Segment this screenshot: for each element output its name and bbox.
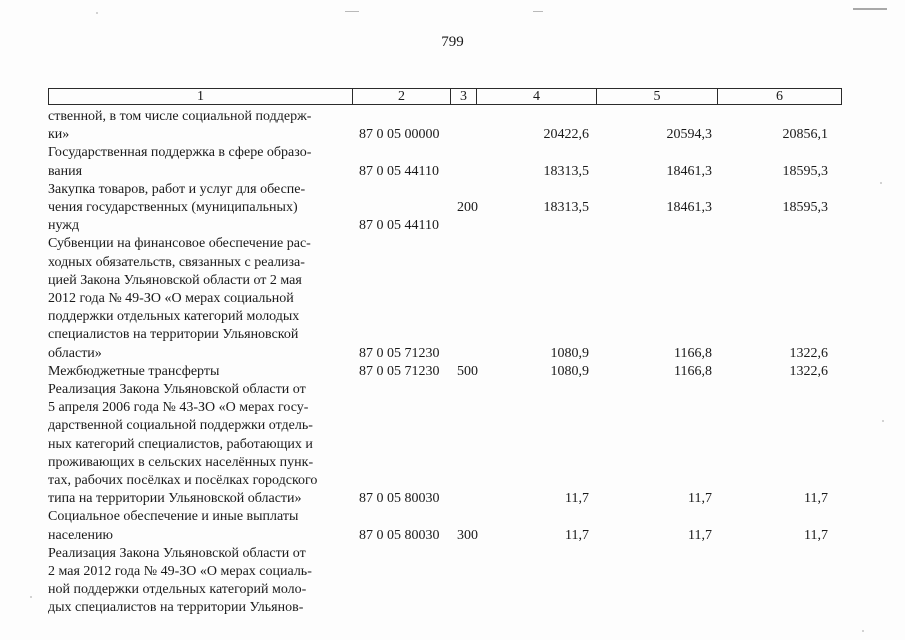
- amount-col5: 11,7: [688, 491, 712, 507]
- target-code: 87 0 05 00000: [359, 127, 440, 143]
- row-description: Реализация Закона Ульяновской области от 5 апреля 2006 года № 43-ЗО «О мерах госу- дарственной социальной поддержки отдель- ных категорий специалистов, работающих и проживающих в сельских населённых пунк- тах, рабочих посёлках и посёлках городского типа на территории Ульяновской области»: [48, 382, 318, 507]
- amount-col6: 1322,6: [789, 363, 828, 379]
- page-number: 799: [441, 34, 464, 50]
- amount-col6: 18595,3: [782, 163, 828, 179]
- column-header: 1: [49, 89, 353, 105]
- row-description: Реализация Закона Ульяновской области от 2 мая 2012 года № 49-ЗО «О мерах социаль- ной поддержки отдельных категорий моло- дых специалистов на территории Ульянов-: [48, 545, 312, 616]
- target-code: 87 0 05 80030: [359, 527, 440, 543]
- table-row: [48, 508, 848, 544]
- table-row: [48, 108, 848, 144]
- table-row: [48, 545, 848, 618]
- table-row: [48, 235, 848, 362]
- expense-type: 500: [457, 363, 478, 379]
- target-code: 87 0 05 71230: [359, 363, 440, 379]
- column-header: 2: [353, 89, 451, 105]
- amount-col4: 18313,5: [543, 163, 589, 179]
- column-header: 6: [718, 89, 842, 105]
- scan-dot: [30, 596, 32, 598]
- row-description: Социальное обеспечение и иные выплаты населению: [48, 509, 299, 543]
- column-header: 3: [451, 89, 477, 105]
- row-description: ственной, в том числе социальной поддерж- ки»: [48, 109, 312, 143]
- amount-col5: 1166,8: [674, 345, 712, 361]
- amount-col5: 1166,8: [674, 363, 712, 379]
- amount-col4: 20422,6: [543, 127, 589, 143]
- target-code: 87 0 05 71230: [359, 345, 440, 361]
- column-header-row: [49, 89, 842, 105]
- target-code: 87 0 05 44110: [359, 163, 439, 179]
- scan-dot: [880, 182, 882, 184]
- amount-col6: 11,7: [804, 491, 828, 507]
- expense-type: 200: [457, 200, 478, 216]
- target-code: 87 0 05 44110: [359, 218, 439, 234]
- amount-col5: 18461,3: [666, 163, 712, 179]
- amount-col6: 20856,1: [782, 127, 828, 143]
- amount-col5: 20594,3: [666, 127, 712, 143]
- column-header: 5: [597, 89, 718, 105]
- amount-col4: 11,7: [565, 491, 589, 507]
- expense-type: 300: [457, 527, 478, 543]
- scan-mark: [533, 11, 543, 12]
- amount-col5: 18461,3: [666, 200, 712, 216]
- row-description: Государственная поддержка в сфере образо- вания: [48, 145, 312, 179]
- row-description: Субвенции на финансовое обеспечение рас- ходных обязательств, связанных с реализа- цией Закона Ульяновской области от 2 мая 2012 года № 49-ЗО «О мерах социальной поддержки отдельных категорий молодых специалистов на территории Ульяновской области»: [48, 236, 311, 361]
- amount-col4: 1080,9: [550, 363, 589, 379]
- amount-col5: 11,7: [688, 527, 712, 543]
- column-header-table: [48, 88, 842, 105]
- scan-dot: [862, 630, 864, 632]
- table-body: [48, 108, 848, 618]
- amount-col6: 11,7: [804, 527, 828, 543]
- table-row: [48, 363, 848, 381]
- table-row: [48, 144, 848, 180]
- scan-dot: [96, 12, 98, 14]
- amount-col4: 18313,5: [543, 200, 589, 216]
- table-row: [48, 181, 848, 236]
- scan-dot: [882, 420, 884, 422]
- row-description: Закупка товаров, работ и услуг для обеспе- чения государственных (муниципальных) нужд: [48, 181, 306, 234]
- amount-col6: 18595,3: [782, 200, 828, 216]
- row-description: Межбюджетные трансферты: [48, 363, 220, 379]
- amount-col6: 1322,6: [789, 345, 828, 361]
- scan-mark: [853, 8, 887, 10]
- column-header: 4: [477, 89, 597, 105]
- amount-col4: 11,7: [565, 527, 589, 543]
- amount-col4: 1080,9: [550, 345, 589, 361]
- target-code: 87 0 05 80030: [359, 491, 440, 507]
- scan-mark: [345, 11, 359, 12]
- table-row: [48, 381, 848, 508]
